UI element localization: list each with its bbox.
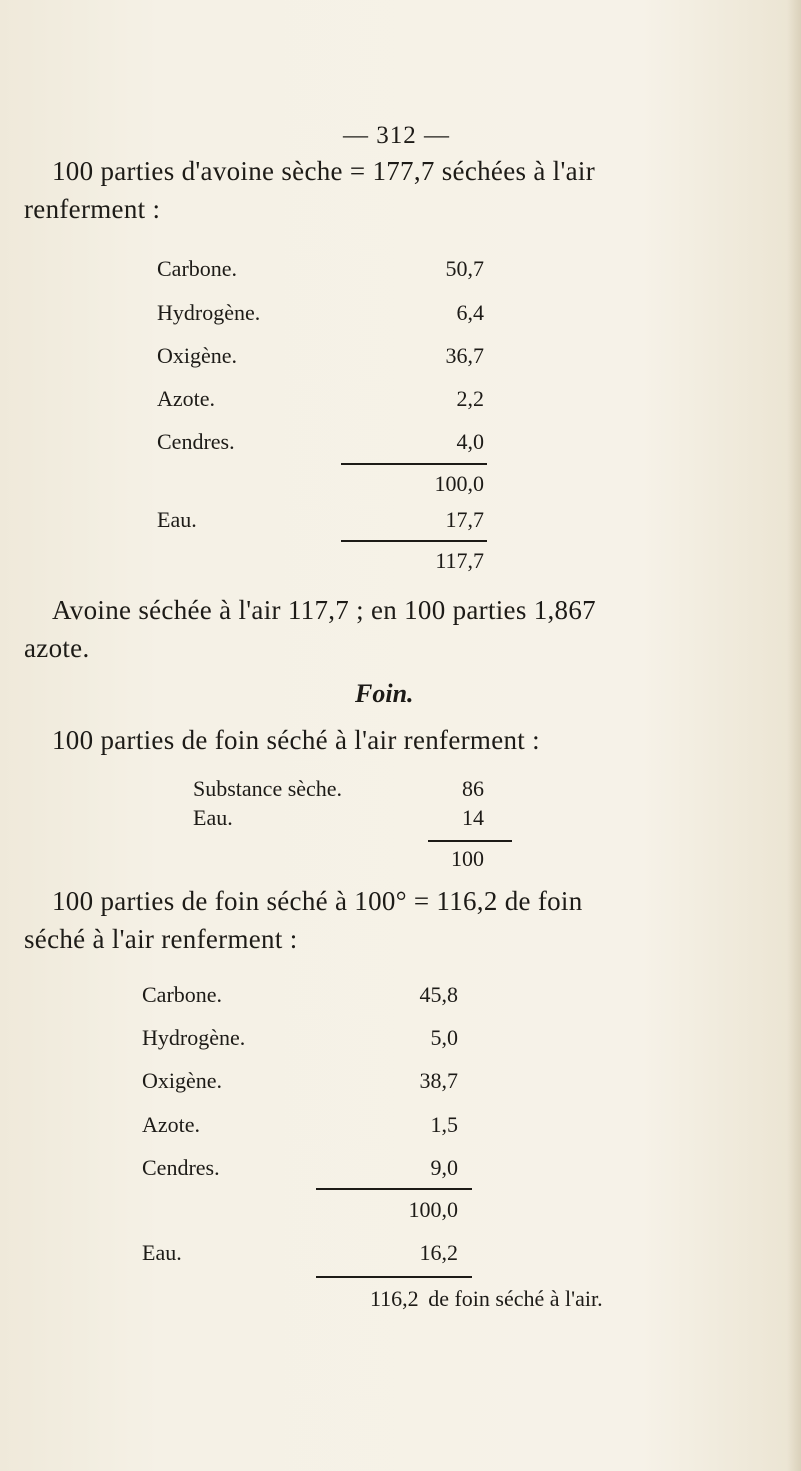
foin-subtotal2: 100,0 (408, 1197, 458, 1222)
avoine-row-value: 4,0 (456, 429, 484, 454)
foin-row-value: 14 (462, 805, 484, 830)
avoine-intro-line1: 100 parties d'avoine sèche = 177,7 séchées à l'air (52, 156, 596, 186)
foin-row2-value: 9,0 (430, 1155, 458, 1180)
section-title-foin: Foin. (355, 679, 414, 708)
avoine-note-line2: azote. (24, 633, 90, 663)
avoine-row-value: 2,2 (456, 386, 484, 411)
foin-row2-label: Oxigène. (142, 1068, 223, 1093)
avoine-row-value: 6,4 (456, 300, 484, 325)
foin-row-label: Substance sèche. (193, 776, 343, 801)
avoine-row-label: Hydrogène. (157, 300, 261, 325)
avoine-row-label: Oxigène. (157, 343, 238, 368)
foin-row2-label: Carbone. (142, 982, 223, 1007)
avoine-row-label: Carbone. (157, 256, 238, 281)
foin-row-label: Eau. (193, 805, 233, 830)
foin-row2-label: Hydrogène. (142, 1025, 246, 1050)
foin-row2-label: Azote. (142, 1112, 201, 1137)
page-number: — 312 — (343, 122, 450, 149)
avoine-subtotal: 100,0 (434, 471, 484, 496)
foin-row2-value: 38,7 (419, 1068, 458, 1093)
foin-intro2-line1: 100 parties de foin séché à 100° = 116,2 de foin (52, 886, 583, 916)
avoine-row-label: Azote. (157, 386, 216, 411)
foin-total2-rule (316, 1276, 472, 1278)
avoine-eau-value: 17,7 (445, 507, 484, 532)
foin-total2: 116,2 (370, 1286, 419, 1311)
avoine-row-value: 36,7 (445, 343, 484, 368)
foin-row2-label: Cendres. (142, 1155, 220, 1180)
foin-total2-suffix: de foin séché à l'air. (428, 1286, 603, 1311)
avoine-note-line1: Avoine séchée à l'air 117,7 ; en 100 parties 1,867 (52, 595, 596, 625)
avoine-intro-line2: renferment : (24, 194, 161, 224)
foin-eau2-label: Eau. (142, 1240, 182, 1265)
avoine-eau-label: Eau. (157, 507, 197, 532)
avoine-total-rule (341, 540, 487, 542)
avoine-row-value: 50,7 (445, 256, 484, 281)
foin-total-rule (428, 840, 512, 842)
foin-total2-line (370, 1286, 603, 1312)
foin-subtotal2-rule (316, 1188, 472, 1190)
avoine-subtotal-rule (341, 463, 487, 465)
foin-row2-value: 45,8 (419, 982, 458, 1007)
foin-row2-value: 1,5 (430, 1112, 458, 1137)
avoine-row-label: Cendres. (157, 429, 235, 454)
foin-row2-value: 5,0 (430, 1025, 458, 1050)
foin-row-value: 86 (462, 776, 484, 801)
foin-intro2-line2: séché à l'air renferment : (24, 924, 298, 954)
foin-eau2-value: 16,2 (419, 1240, 458, 1265)
foin-intro: 100 parties de foin séché à l'air renferment : (52, 725, 540, 755)
avoine-total: 117,7 (435, 548, 484, 573)
page-edge-shadow (787, 0, 801, 1471)
foin-total: 100 (451, 846, 484, 871)
